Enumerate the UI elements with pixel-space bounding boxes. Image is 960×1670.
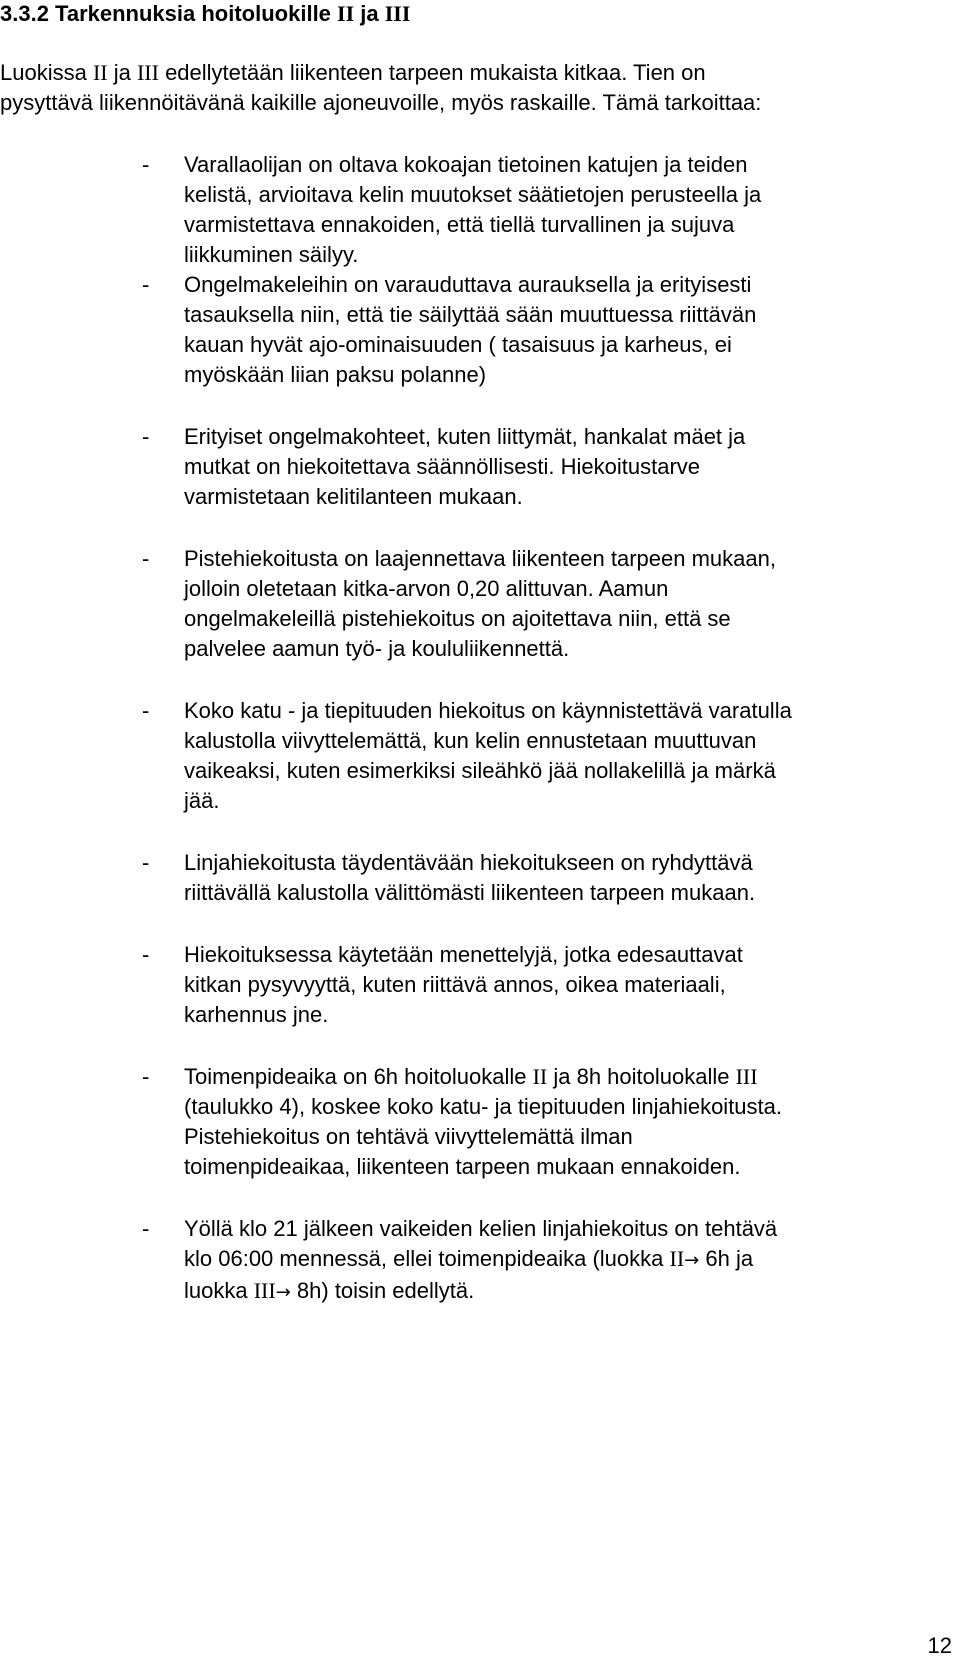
heading-mid: ja — [354, 1, 385, 26]
list-dash: - — [142, 1064, 150, 1089]
list-item-line — [184, 1276, 942, 1308]
list-item — [142, 696, 942, 816]
list-item-line: mutkat on hiekoitettava säännöllisesti. Hiekoitustarve — [184, 454, 701, 479]
page-number: 12 — [927, 1633, 952, 1658]
line-text: 8h) toisin edellytä. — [290, 1278, 475, 1303]
roman-iii: III — [253, 1278, 276, 1303]
list-item — [142, 1062, 942, 1182]
list-item-line: riittävällä kalustolla välittömästi liikenteen tarpeen mukaan. — [184, 880, 756, 905]
intro-roman-iii: III — [136, 60, 159, 85]
list-item-line: myöskään liian paksu polanne) — [184, 362, 487, 387]
heading-roman-iii: III — [384, 1, 411, 26]
list-dash: - — [142, 698, 150, 723]
list-item-line: varmistetaan kelitilanteen mukaan. — [184, 484, 523, 509]
right-arrow-icon: → — [684, 1250, 700, 1271]
list-item — [142, 1214, 942, 1308]
list-item-line: Pistehiekoitusta on laajennettava liikenteen tarpeen mukaan, — [184, 546, 776, 571]
list-item-line: jää. — [184, 788, 220, 813]
list-item — [142, 150, 942, 270]
list-dash: - — [142, 152, 150, 177]
list-item — [142, 422, 942, 512]
line-text: Toimenpideaika on 6h hoitoluokalle — [184, 1064, 533, 1089]
line-text: ja 8h hoitoluokalle — [547, 1064, 736, 1089]
list-item-line: kalustolla viivyttelemättä, kun kelin ennustetaan muuttuvan — [184, 728, 757, 753]
intro-paragraph — [0, 58, 945, 118]
list-item-line: palvelee aamun työ- ja koululiikennettä. — [184, 636, 570, 661]
list-item-line: karhennus jne. — [184, 1002, 329, 1027]
list-item-line: toimenpideaikaa, liikenteen tarpeen mukaan ennakoiden. — [184, 1154, 741, 1179]
list-item-line: Pistehiekoitus on tehtävä viivyttelemättä ilman — [184, 1124, 633, 1149]
roman-ii: II — [669, 1246, 685, 1271]
intro-roman-ii: II — [92, 60, 108, 85]
list-item-line: Linjahiekoitusta täydentävään hiekoitukseen on ryhdyttävä — [184, 850, 753, 875]
intro-text: ja — [107, 60, 137, 85]
heading-prefix: 3.3.2 Tarkennuksia hoitoluokille — [0, 1, 338, 26]
list-dash: - — [142, 272, 150, 297]
list-dash: - — [142, 850, 150, 875]
list-item — [142, 848, 942, 908]
roman-iii: III — [735, 1064, 758, 1089]
intro-text: Luokissa — [0, 60, 93, 85]
list-item-line: ongelmakeleillä pistehiekoitus on ajoitettava niin, että se — [184, 606, 731, 631]
line-text: klo 06:00 mennessä, ellei toimenpideaika (luokka — [184, 1246, 670, 1271]
line-text: luokka — [184, 1278, 254, 1303]
line-text: 6h ja — [699, 1246, 754, 1271]
roman-ii: II — [532, 1064, 548, 1089]
intro-text: edellytetään liikenteen tarpeen mukaista kitkaa. Tien on — [158, 60, 706, 85]
list-item-line: jolloin oletetaan kitka-arvon 0,20 alittuvan. Aamun — [184, 576, 669, 601]
list-dash: - — [142, 942, 150, 967]
list-item-line: Varallaolijan on oltava kokoajan tietoinen katujen ja teiden — [184, 152, 748, 177]
list-item-line: Erityiset ongelmakohteet, kuten liittymät, hankalat mäet ja — [184, 424, 746, 449]
list-item-line: vaikeaksi, kuten esimerkiksi sileähkö jää nollakelillä ja märkä — [184, 758, 776, 783]
list-dash: - — [142, 1216, 150, 1241]
section-heading — [0, 0, 410, 28]
intro-line-1 — [0, 58, 945, 88]
list-item — [142, 270, 942, 390]
heading-roman-ii: II — [337, 1, 355, 26]
right-arrow-icon: → — [275, 1282, 291, 1303]
list-item-line: kelistä, arvioitava kelin muutokset säätietojen perusteella ja — [184, 182, 762, 207]
list-item-line: Ongelmakeleihin on varauduttava aurauksella ja erityisesti — [184, 272, 752, 297]
list-dash: - — [142, 546, 150, 571]
intro-line-2: pysyttävä liikennöitävänä kaikille ajoneuvoille, myös raskaille. Tämä tarkoittaa: — [0, 90, 762, 115]
list-item-line: varmistettava ennakoiden, että tiellä turvallinen ja sujuva — [184, 212, 735, 237]
list-item-line: Koko katu - ja tiepituuden hiekoitus on käynnistettävä varatulla — [184, 698, 792, 723]
list-item-line: tasauksella niin, että tie säilyttää sään muuttuessa riittävän — [184, 302, 757, 327]
list-item-line: Hiekoituksessa käytetään menettelyjä, jotka edesauttavat — [184, 942, 743, 967]
list-item-line — [184, 1244, 942, 1276]
list-item — [142, 544, 942, 664]
list-item-line: Yöllä klo 21 jälkeen vaikeiden kelien linjahiekoitus on tehtävä — [184, 1216, 778, 1241]
list-item-line — [184, 1062, 942, 1092]
list-item-line: kitkan pysyvyyttä, kuten riittävä annos, oikea materiaali, — [184, 972, 726, 997]
list-item-line: kauan hyvät ajo-ominaisuuden ( tasaisuus ja karheus, ei — [184, 332, 732, 357]
list-item-line: liikkuminen säilyy. — [184, 242, 359, 267]
list-item-line: (taulukko 4), koskee koko katu- ja tiepituuden linjahiekoitusta. — [184, 1094, 783, 1119]
list-item — [142, 940, 942, 1030]
requirements-list — [142, 150, 942, 1308]
list-dash: - — [142, 424, 150, 449]
